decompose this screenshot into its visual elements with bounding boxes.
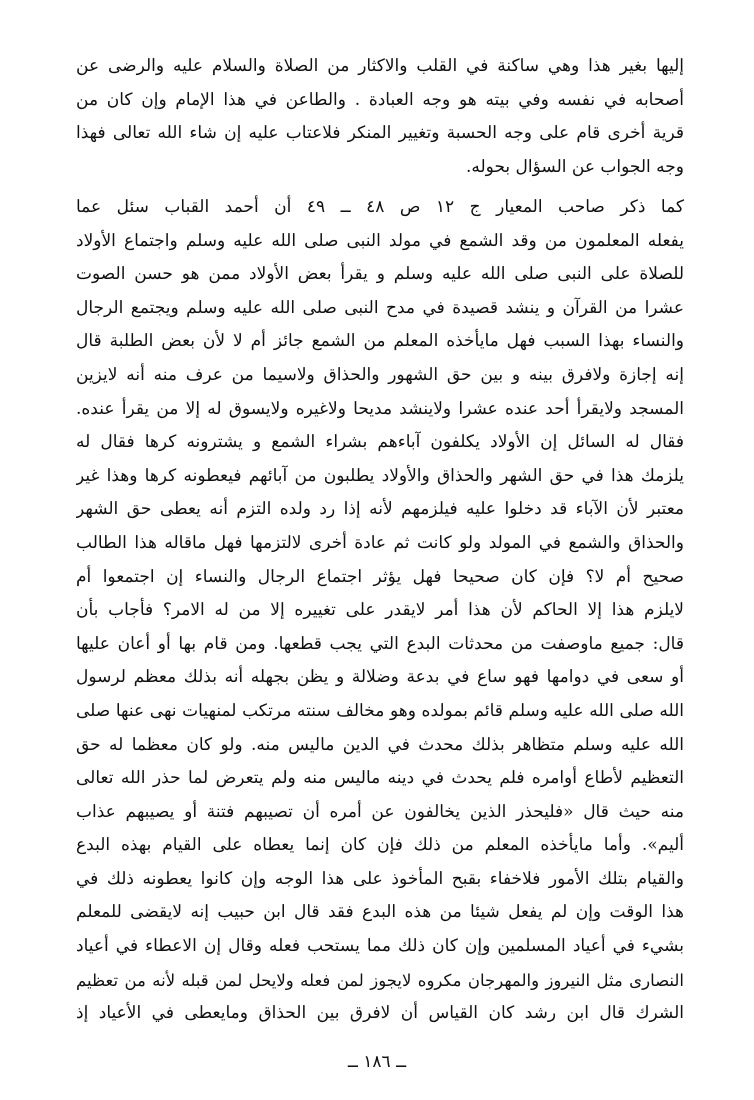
text-line: هذا الوقت وإن لم يفعل شيئا من هذه البدع فقد قال ابن حبيب إنه لايقضى للمعلم	[76, 902, 684, 923]
text-line: وجه الجواب عن السؤال بحوله.	[465, 156, 684, 177]
text-line: قال: جميع ماوصفت من محدثات البدع التي يجب قطعها. ومن قام بها أو أعان عليها	[76, 633, 684, 654]
text-line: الشرك قال ابن رشد كان القياس أن لافرق بين الحذاق ومايعطى في الأعياد إذ	[76, 1003, 684, 1024]
text-line: للصلاة على النبى صلى الله عليه وسلم و يقرأ بعض الأولاد ممن هو حسن الصوت	[76, 264, 684, 285]
text-line: يلزمك هذا في حق الشهر والحذاق والأولاد يطلبون من آبائهم فيعطونه كرها وهذا غير	[76, 465, 684, 486]
text-line: النصارى مثل النيروز والمهرجان مكروه لايجوز لمن فعله ولايحل لمن قبله لأنه من تعظيم	[76, 970, 684, 990]
text-line: فقال له السائل إن الأولاد يكلفون آباءهم بشراء الشمع و يشترونه كرها فقال له	[76, 432, 684, 453]
text-line: بشيء في أعياد المسلمين وإن كان ذلك مما يستحب فعله وقال إن الاعطاء في أعياد	[76, 936, 684, 957]
text-line: الله عليه وسلم متظاهر بذلك محدث في الدين ماليس منه. ولو كان معظما له حق	[76, 734, 684, 755]
text-line: أو سعى في دوامها فهو ساع في بدعة وضلالة و يظن بجهله أنه بذلك معظم لرسول	[76, 667, 684, 688]
text-line: قرية أخرى قام على وجه الحسبة وتغيير المنكر فلاعتاب عليه إن شاء الله تعالى فهذا	[76, 123, 684, 144]
text-line: أليم». وأما مايأخذه المعلم من ذلك فإن كان إنما يعطاه على القيام بهذه البدع	[76, 835, 684, 856]
paragraph-1	[76, 50, 684, 184]
text-line: كما ذكر صاحب المعيار ج ١٢ ص ٤٨ ــ ٤٩ أن أحمد القباب سئل عما	[76, 197, 684, 217]
text-line: أصحابه في نفسه وفي بيته هو وجه العبادة . والطاعن في هذا الإمام وإن كان من	[76, 89, 684, 110]
text-line: والقيام بتلك الأمور فلاخفاء بقبح المأخوذ على هذا الوجه وإن كانوا يعطونه ذلك في	[76, 868, 684, 889]
text-line: منه حيث قال «فليحذر الذين يخالفون عن أمره أن تصيبهم فتنة أو يصيبهم عذاب	[76, 801, 684, 822]
text-line: معتبر لأن الآباء قد دخلوا عليه فيلزمهم لأنه إذا رد ولده التزم أنه يعطى حق الشهر	[76, 499, 684, 520]
text-line: عشرا من القرآن و ينشد قصيدة في مدح النبى صلى الله عليه وسلم ويجتمع الرجال	[76, 297, 684, 318]
text-line: والحذاق والشمع في المولد ولو كانت ثم عادة أخرى لالتزمها فهل ماقاله هذا الطالب	[76, 532, 684, 553]
text-line: والنساء بهذا السبب فهل مايأخذه المعلم من الشمع جائز أم لا لأن بعض الطلبة قال	[76, 331, 684, 352]
text-line: يفعله المعلمون من وقد الشمع في مولد النبى صلى الله عليه وسلم واجتماع الأولاد	[76, 230, 684, 251]
page-number: ــ ١٨٦ ــ	[347, 1052, 407, 1072]
text-line: لايلزم هذا إلا الحاكم لأن هذا أمر لايقدر على تغييره إلا من له الامر؟ فأجاب بأن	[76, 600, 684, 621]
text-line: التعظيم لأطاع أوامره فلم يحدث في دينه ماليس منه ولم يتعرض لما حذر الله تعالى	[76, 768, 684, 789]
text-line: صحيح أم لا؟ فإن كان صحيحا فهل يؤثر اجتماع الرجال والنساء إن اجتمعوا أم	[76, 566, 684, 587]
text-line: إليها بغير هذا وهي ساكنة في القلب والاكثار من الصلاة والسلام عليه والرضى عن	[76, 56, 684, 76]
text-line: المسجد ولايقرأ أحد عنده عشرا ولاينشد مديحا ولاغيره ولايسوق له إلا من يقرأ عنده.	[76, 398, 684, 419]
paragraph-2	[76, 191, 684, 1031]
text-line: إنه إجازة ولافرق بينه و بين حق الشهور والحذاق ولاسيما من عرف منه أنه لايزين	[76, 364, 684, 385]
text-line: الله صلى الله عليه وسلم قائم بمولده وهو مخالف سنته مرتكب لمنهيات نهى عنها صلى	[76, 700, 684, 721]
